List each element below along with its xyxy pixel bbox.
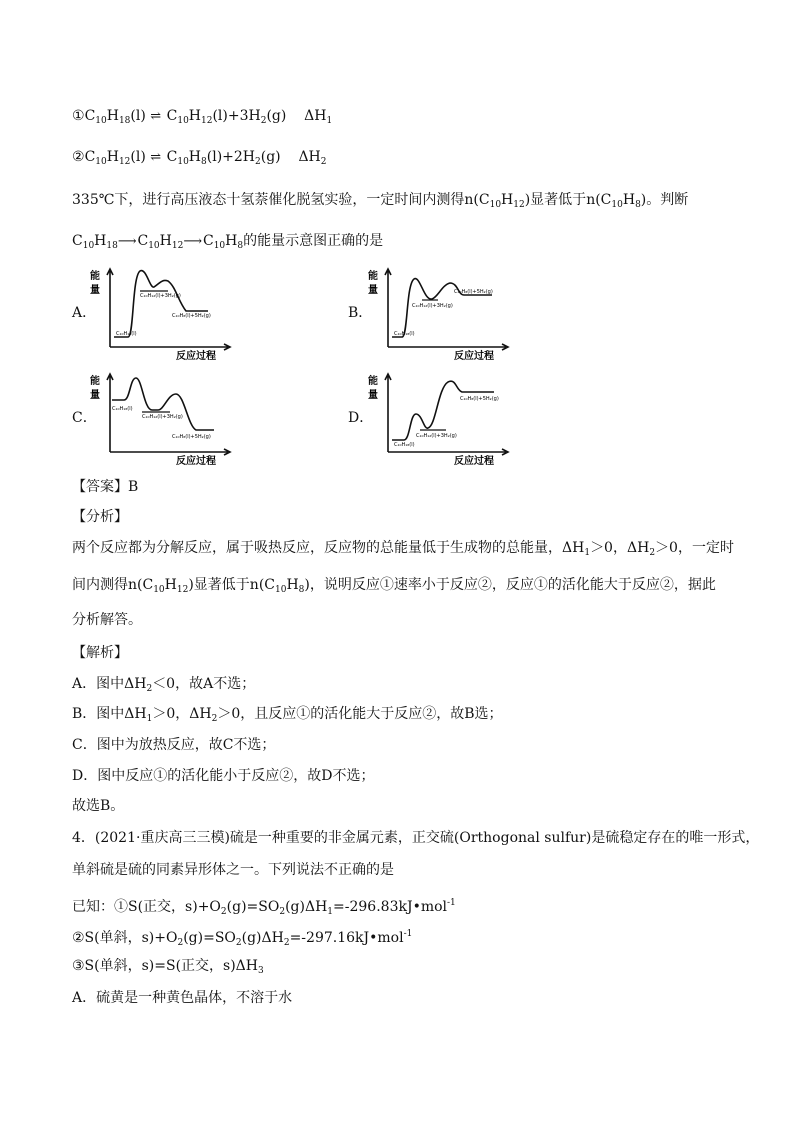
svg-text:反应过程: 反应过程 bbox=[454, 456, 494, 467]
explanation-c: C．图中为放热反应，故C不选； bbox=[72, 737, 276, 753]
svg-text:C₁₀H₁₂(l)+3H₂(g): C₁₀H₁₂(l)+3H₂(g) bbox=[416, 433, 457, 439]
svg-text:C₁₀H₁₂(l)+3H₂(g): C₁₀H₁₂(l)+3H₂(g) bbox=[412, 303, 453, 309]
label-c10h8: C₁₀H₈(l)+5H₂(g) bbox=[172, 313, 211, 319]
y-axis-label-1: 能 bbox=[90, 271, 100, 282]
svg-text:反应过程: 反应过程 bbox=[454, 351, 494, 362]
svg-text:C₁₀H₈(l)+5H₂(g): C₁₀H₈(l)+5H₂(g) bbox=[172, 434, 211, 440]
q4-known-2: ②S(单斜，$s)+O_2(g)=SO_2(g)\Delta H_2=-297.16kJ•mol^{-1}$ bbox=[72, 929, 413, 948]
svg-text:C₁₀H₈(l)+5H₂(g): C₁₀H₈(l)+5H₂(g) bbox=[454, 289, 493, 295]
equilibrium-arrow-icon: ⇌ bbox=[150, 109, 163, 124]
y-axis-label-2: 量 bbox=[90, 285, 100, 296]
svg-text:量: 量 bbox=[368, 390, 378, 401]
svg-text:反应过程: 反应过程 bbox=[176, 456, 216, 467]
x-axis-label: 反应过程 bbox=[176, 351, 216, 362]
explanation-d: D．图中反应①的活化能小于反应②，故D不选； bbox=[72, 768, 375, 784]
svg-text:能: 能 bbox=[368, 376, 378, 387]
answer: 【答案】B bbox=[72, 479, 139, 495]
option-b-label: B． bbox=[348, 305, 373, 321]
question-line-2: $C_{10}H_{18}⟶C_{10}H_{12}⟶C_{10}H_8$的能量示意图正确的是 bbox=[72, 233, 384, 251]
option-a-label: A． bbox=[72, 305, 97, 321]
svg-text:量: 量 bbox=[368, 285, 378, 296]
label-c10h12: C₁₀H₁₂(l)+3H₂(g) bbox=[140, 293, 181, 299]
svg-text:C₁₀H₈(l)+5H₂(g): C₁₀H₈(l)+5H₂(g) bbox=[460, 396, 499, 402]
analysis-line-2: 间内测得$n(C_{10}H_{12})$显著低于$n(C_{10}H_8)$，说明反应①速率小于反应②，反应①的活化能大于反应②，据此 bbox=[72, 577, 716, 595]
energy-diagram-b bbox=[366, 265, 538, 363]
explanation-a: A．图中$\Delta H_2<0$，故A不选； bbox=[72, 676, 256, 694]
option-d-label: D． bbox=[348, 410, 374, 426]
label-c10h18: C₁₀H₁₈(l) bbox=[116, 331, 137, 337]
svg-text:量: 量 bbox=[90, 390, 100, 401]
q4-line-1: 4．(2021·重庆高三三模)硫是一种重要的非金属元素，正交硫(Orthogonal sulfur)是硫稳定存在的唯一形式， bbox=[72, 830, 760, 846]
explanation-conclusion: 故选B。 bbox=[72, 798, 125, 814]
reaction-1: $①C_{10}H_{18}(l)$ ⇌ $C_{10}H_{12}(l)+3H_2(g)$ $\Delta H_1$ bbox=[72, 108, 333, 126]
analysis-line-3: 分析解答。 bbox=[72, 612, 142, 628]
svg-text:能: 能 bbox=[368, 271, 378, 282]
svg-text:C₁₀H₁₈(l): C₁₀H₁₈(l) bbox=[394, 442, 415, 448]
svg-text:能: 能 bbox=[90, 376, 100, 387]
reaction-2: $②C_{10}H_{12}(l)$ ⇌ $C_{10}H_8(l)+2H_2(g)$ $\Delta H_2$ bbox=[72, 149, 327, 167]
explanation-b: B．图中$\Delta H_1>0$，$\Delta H_2>0$，且反应①的活化能大于反应②，故B选； bbox=[72, 706, 503, 724]
energy-diagram-a bbox=[88, 265, 260, 363]
energy-diagram-c bbox=[88, 370, 260, 468]
svg-text:C₁₀H₁₈(l): C₁₀H₁₈(l) bbox=[112, 406, 133, 412]
q4-line-2: 单斜硫是硫的同素异形体之一。下列说法不正确的是 bbox=[72, 862, 394, 878]
explanation-label: 【解析】 bbox=[72, 645, 128, 661]
energy-diagram-d bbox=[366, 370, 538, 468]
svg-text:C₁₀H₁₂(l)+3H₂(g): C₁₀H₁₂(l)+3H₂(g) bbox=[142, 414, 183, 420]
svg-text:C₁₀H₁₈(l): C₁₀H₁₈(l) bbox=[394, 331, 415, 337]
equilibrium-arrow-icon: ⇌ bbox=[150, 150, 163, 165]
analysis-line-1: 两个反应都为分解反应，属于吸热反应，反应物的总能量低于生成物的总能量，$\Delta H_1>0$，$\Delta H_2>0$，一定时 bbox=[72, 540, 734, 558]
q4-known-1: 已知：①S(正交，$s)+O_2(g)=SO_2(g)\Delta H_1=-296.83kJ•mol^{-1}$ bbox=[72, 898, 456, 917]
analysis-label: 【分析】 bbox=[72, 509, 128, 525]
q4-option-a: A．硫黄是一种黄色晶体，不溶于水 bbox=[72, 990, 293, 1006]
q4-known-3: ③S(单斜，s)=S(正交，$s)\Delta H_3$ bbox=[72, 958, 264, 976]
question-line-1: 335℃下，进行高压液态十氢萘催化脱氢实验，一定时间内测得$n(C_{10}H_{12})$显著低于$n(C_{10}H_8)$。判断 bbox=[72, 192, 689, 210]
option-c-label: C． bbox=[72, 410, 97, 426]
